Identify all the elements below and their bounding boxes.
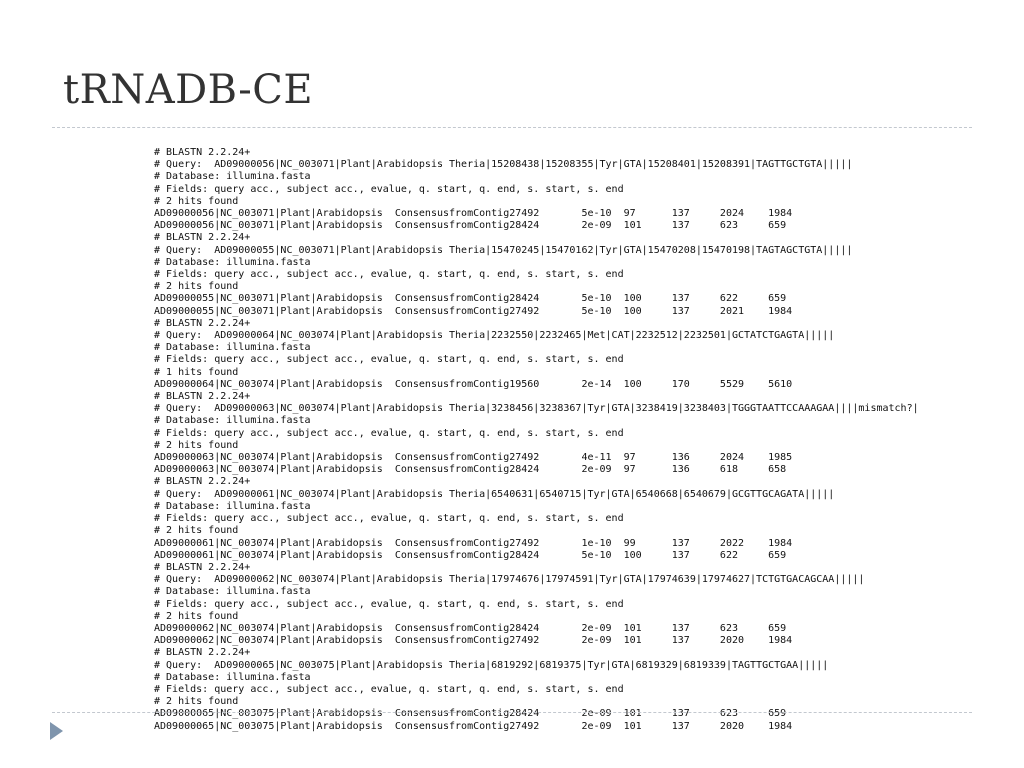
output-line: # Fields: query acc., subject acc., evalue, q. start, q. end, s. start, s. end [154, 683, 624, 695]
output-line: # 2 hits found [154, 525, 239, 537]
output-line: AD09000063|NC_003074|Plant|Arabidopsis ConsensusfromContig28424 2e-09 97 136 618 658 [154, 464, 787, 476]
output-line: AD09000061|NC_003074|Plant|Arabidopsis ConsensusfromContig28424 5e-10 100 137 622 659 [154, 549, 787, 561]
output-line: AD09000056|NC_003071|Plant|Arabidopsis ConsensusfromContig27492 5e-10 97 137 2024 1984 [154, 208, 793, 220]
output-line: # Database: illumina.fasta [154, 415, 311, 427]
output-line: # Database: illumina.fasta [154, 586, 311, 598]
output-line: # Query: AD09000063|NC_003074|Plant|Arabidopsis Theria|3238456|3238367|Tyr|GTA|3238419|3238403|TGGGTAATTCCAAAGAA||||mismatch?| [154, 403, 919, 415]
output-line: # Query: AD09000065|NC_003075|Plant|Arabidopsis Theria|6819292|6819375|Tyr|GTA|6819329|6819339|TAGTTGCTGAA||||| [154, 659, 829, 671]
output-line: AD09000061|NC_003074|Plant|Arabidopsis ConsensusfromContig27492 1e-10 99 137 2022 1984 [154, 537, 793, 549]
output-line: # Database: illumina.fasta [154, 500, 311, 512]
output-line: AD09000065|NC_003075|Plant|Arabidopsis ConsensusfromContig27492 2e-09 101 137 2020 1984 [154, 720, 793, 732]
output-line: AD09000055|NC_003071|Plant|Arabidopsis ConsensusfromContig28424 5e-10 100 137 622 659 [154, 293, 787, 305]
output-line: AD09000065|NC_003075|Plant|Arabidopsis ConsensusfromContig28424 2e-09 101 137 623 659 [154, 708, 787, 720]
output-line: # BLASTN 2.2.24+ [154, 317, 251, 329]
output-line: # 2 hits found [154, 281, 239, 293]
output-line: # Fields: query acc., subject acc., evalue, q. start, q. end, s. start, s. end [154, 354, 624, 366]
output-line: # Fields: query acc., subject acc., evalue, q. start, q. end, s. start, s. end [154, 269, 624, 281]
output-line: AD09000063|NC_003074|Plant|Arabidopsis ConsensusfromContig27492 4e-11 97 136 2024 1985 [154, 452, 793, 464]
output-line: # Query: AD09000056|NC_003071|Plant|Arabidopsis Theria|15208438|15208355|Tyr|GTA|15208401|15208391|TAGTTGCTGTA||||| [154, 159, 853, 171]
output-line: # Query: AD09000064|NC_003074|Plant|Arabidopsis Theria|2232550|2232465|Met|CAT|2232512|2232501|GCTATCTGAGTA||||| [154, 330, 835, 342]
output-line: # Fields: query acc., subject acc., evalue, q. start, q. end, s. start, s. end [154, 183, 624, 195]
bullet-triangle-icon [50, 722, 63, 740]
output-line: # BLASTN 2.2.24+ [154, 476, 251, 488]
output-line: # Query: AD09000062|NC_003074|Plant|Arabidopsis Theria|17974676|17974591|Tyr|GTA|17974639|17974627|TCTGTGACAGCAA||||| [154, 574, 865, 586]
output-line: # BLASTN 2.2.24+ [154, 147, 251, 158]
output-line: # 2 hits found [154, 696, 239, 708]
output-line: # Fields: query acc., subject acc., evalue, q. start, q. end, s. start, s. end [154, 513, 624, 525]
output-line: AD09000062|NC_003074|Plant|Arabidopsis ConsensusfromContig27492 2e-09 101 137 2020 1984 [154, 635, 793, 647]
output-line: # Database: illumina.fasta [154, 171, 311, 183]
output-line: # Database: illumina.fasta [154, 342, 311, 354]
title-divider [52, 127, 972, 128]
output-line: # BLASTN 2.2.24+ [154, 391, 251, 403]
output-line: # Fields: query acc., subject acc., evalue, q. start, q. end, s. start, s. end [154, 598, 624, 610]
blast-output-text [154, 147, 919, 733]
output-line: # 2 hits found [154, 195, 239, 207]
bottom-divider [52, 712, 972, 713]
output-line: # 2 hits found [154, 610, 239, 622]
output-line: # BLASTN 2.2.24+ [154, 647, 251, 659]
output-line: AD09000064|NC_003074|Plant|Arabidopsis ConsensusfromContig19560 2e-14 100 170 5529 5610 [154, 378, 793, 390]
output-line: AD09000055|NC_003071|Plant|Arabidopsis ConsensusfromContig27492 5e-10 100 137 2021 1984 [154, 305, 793, 317]
output-line: # BLASTN 2.2.24+ [154, 232, 251, 244]
output-line: # BLASTN 2.2.24+ [154, 561, 251, 573]
output-line: # 1 hits found [154, 366, 239, 378]
output-line: # Query: AD09000055|NC_003071|Plant|Arabidopsis Theria|15470245|15470162|Tyr|GTA|15470208|15470198|TAGTAGCTGTA||||| [154, 244, 853, 256]
slide-title: tRNADB-CE [63, 67, 314, 113]
output-line: # Database: illumina.fasta [154, 671, 311, 683]
output-line: # Query: AD09000061|NC_003074|Plant|Arabidopsis Theria|6540631|6540715|Tyr|GTA|6540668|6540679|GCGTTGCAGATA||||| [154, 488, 835, 500]
output-line: # Database: illumina.fasta [154, 256, 311, 268]
output-line: # Fields: query acc., subject acc., evalue, q. start, q. end, s. start, s. end [154, 427, 624, 439]
output-line: AD09000062|NC_003074|Plant|Arabidopsis ConsensusfromContig28424 2e-09 101 137 623 659 [154, 622, 787, 634]
output-line: AD09000056|NC_003071|Plant|Arabidopsis ConsensusfromContig28424 2e-09 101 137 623 659 [154, 220, 787, 232]
output-line: # 2 hits found [154, 439, 239, 451]
blast-output-screenshot [140, 143, 940, 735]
